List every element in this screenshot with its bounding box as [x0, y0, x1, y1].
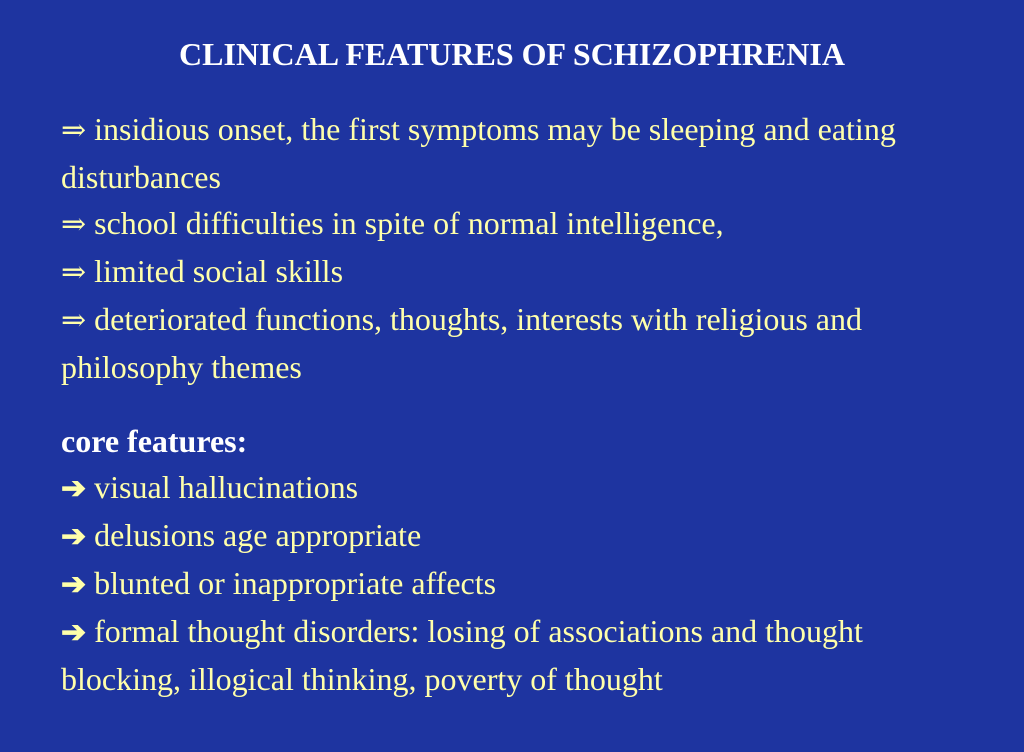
implies-arrow-icon: ⇒ [61, 304, 87, 337]
right-arrow-icon: ➔ [61, 472, 87, 505]
right-arrow-icon: ➔ [61, 520, 87, 553]
list-item [61, 560, 961, 608]
item-text: school difficulties in spite of normal intelligence, [94, 205, 724, 241]
list-item [61, 512, 961, 560]
list-item [61, 464, 961, 512]
item-text: delusions age appropriate [94, 517, 422, 553]
implies-arrow-icon: ⇒ [61, 256, 87, 289]
right-arrow-icon: ➔ [61, 568, 87, 601]
right-arrow-icon: ➔ [61, 616, 87, 649]
core-features-list [61, 418, 961, 702]
slide-title: CLINICAL FEATURES OF SCHIZOPHRENIA [179, 36, 845, 72]
list-item [61, 608, 961, 702]
implies-arrow-icon: ⇒ [61, 208, 87, 241]
item-text: deteriorated functions, thoughts, interests with religious and philosophy themes [61, 301, 862, 385]
list-item [61, 200, 961, 248]
item-text: insidious onset, the first symptoms may be sleeping and eating disturbances [61, 111, 896, 195]
onset-list [61, 106, 961, 390]
item-text: blunted or inappropriate affects [94, 565, 497, 601]
list-item [61, 248, 961, 296]
item-text: limited social skills [94, 253, 344, 289]
item-text: formal thought disorders: losing of associations and thought blocking, illogical thinking, poverty of thought [61, 613, 863, 697]
list-item [61, 106, 961, 200]
implies-arrow-icon: ⇒ [61, 114, 87, 147]
core-features-heading: core features: [61, 423, 248, 459]
list-item [61, 296, 961, 390]
item-text: visual hallucinations [94, 469, 359, 505]
